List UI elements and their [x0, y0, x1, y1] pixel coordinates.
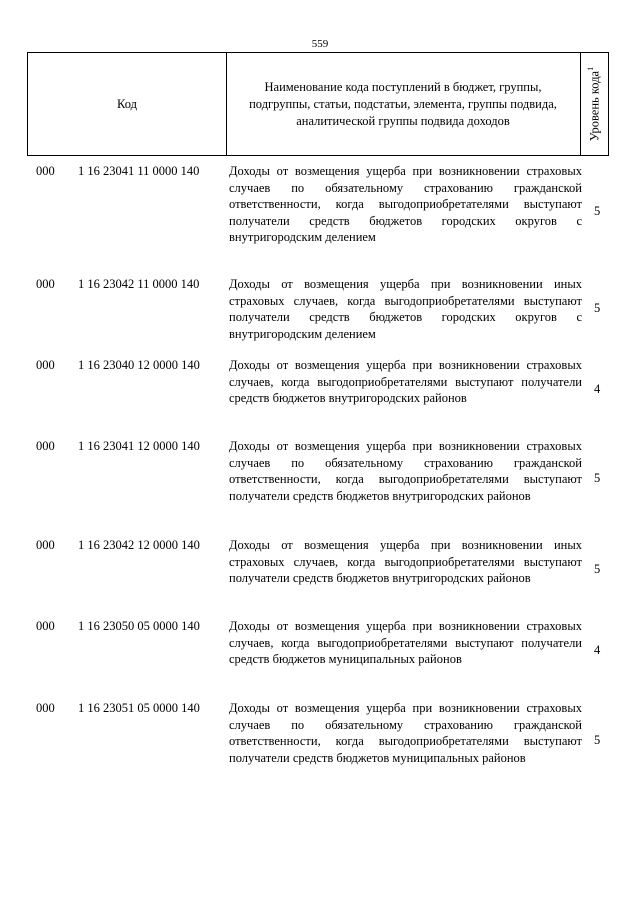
row-description: Доходы от возмещения ущерба при возникновении иных страховых случаев, когда выгодоприобретателями выступают получатели средств бюджетов городских округов с внутригородским делением: [229, 277, 582, 341]
row-code: 1 16 23041 11 0000 140: [78, 164, 200, 178]
row-level: 4: [594, 382, 601, 396]
row-description: Доходы от возмещения ущерба при возникновении страховых случаев, когда выгодоприобретателями выступают получатели средств бюджетов муниципальных районов: [229, 619, 582, 666]
header-code-cell: [28, 53, 227, 155]
row-code: 1 16 23051 05 0000 140: [78, 701, 200, 715]
row-level: 5: [594, 562, 601, 576]
header-level-label: Уровень кода: [587, 70, 602, 142]
row-prefix: 000: [36, 358, 55, 372]
row-prefix: 000: [36, 277, 55, 291]
row-code: 1 16 23040 12 0000 140: [78, 358, 200, 372]
row-description: Доходы от возмещения ущерба при возникновении страховых случаев, когда выгодоприобретателями выступают получатели средств бюджетов внутригородских районов: [229, 358, 582, 405]
row-code: 1 16 23041 12 0000 140: [78, 439, 200, 453]
page-number: 559: [311, 38, 329, 50]
row-code: 1 16 23042 12 0000 140: [78, 538, 200, 552]
row-description: Доходы от возмещения ущерба при возникновении страховых случаев по обязательному страхованию гражданской ответственности, когда выгодоприобретателями выступают получатели средств бюджетов муниципальных районов: [229, 701, 582, 765]
row-description: Доходы от возмещения ущерба при возникновении страховых случаев по обязательному страхованию гражданской ответственности, когда выгодоприобретателями выступают получатели средств бюджетов внутригородских районов: [229, 439, 582, 503]
row-prefix: 000: [36, 701, 55, 715]
row-code: 1 16 23042 11 0000 140: [78, 277, 200, 291]
row-prefix: 000: [36, 538, 55, 552]
table-header: [27, 52, 609, 156]
row-level: 5: [594, 471, 601, 485]
row-level: 5: [594, 733, 601, 747]
row-prefix: 000: [36, 619, 55, 633]
row-level: 5: [594, 301, 601, 315]
row-prefix: 000: [36, 164, 55, 178]
row-prefix: 000: [36, 439, 55, 453]
header-level-footnote: 1: [586, 66, 596, 71]
row-description: Доходы от возмещения ущерба при возникновении иных страховых случаев, когда выгодоприобретателями выступают получатели средств бюджетов внутригородских районов: [229, 538, 582, 585]
row-level: 5: [594, 204, 601, 218]
row-code: 1 16 23050 05 0000 140: [78, 619, 200, 633]
header-level-cell: [581, 53, 608, 155]
header-code-label: Код: [117, 96, 137, 111]
header-name-label: Наименование кода поступлений в бюджет, группы, подгруппы, статьи, подстатьи, элемента, группы подвида, аналитической группы подвида доходов: [249, 79, 557, 128]
header-name-cell: [226, 53, 581, 155]
row-level: 4: [594, 643, 601, 657]
header-level-rotated: [586, 67, 602, 141]
row-description: Доходы от возмещения ущерба при возникновении страховых случаев по обязательному страхованию гражданской ответственности, когда выгодоприобретателями выступают получатели средств бюджетов городских округов с внутригородским делением: [229, 164, 582, 244]
